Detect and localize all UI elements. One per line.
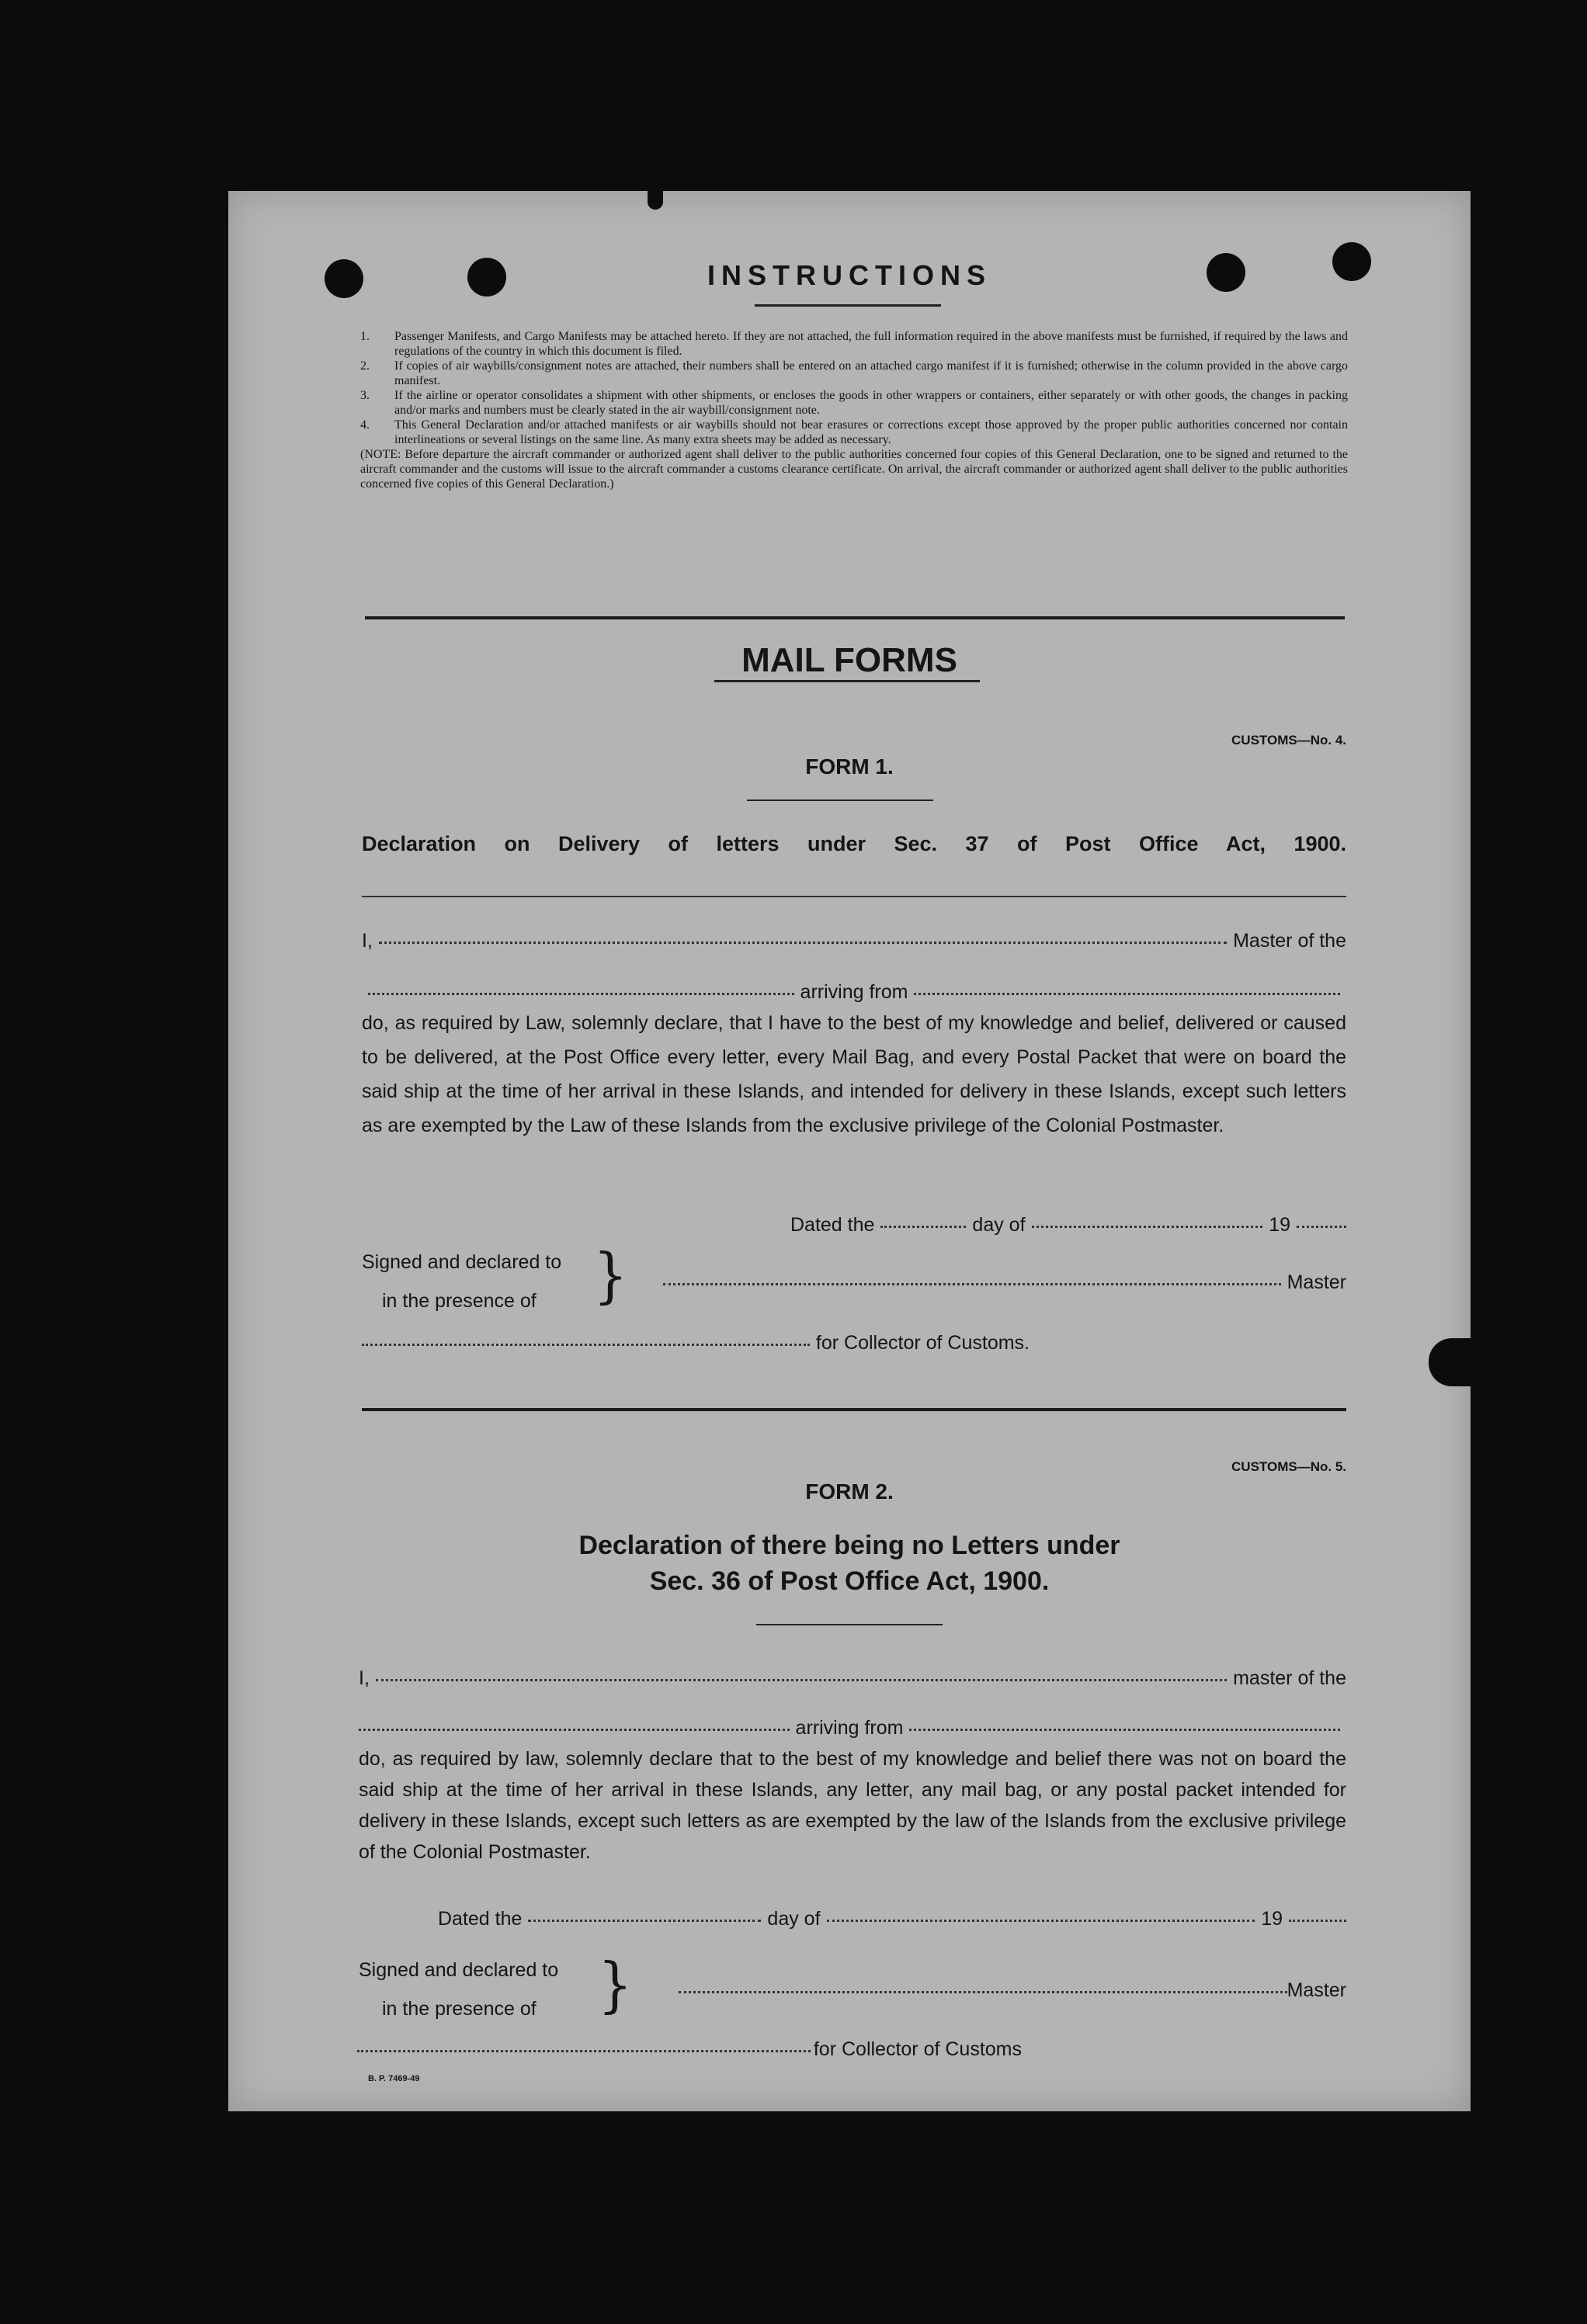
- form2-master-label: Master: [1287, 1979, 1346, 2001]
- document-page: [228, 191, 1471, 2111]
- form1-origin-field[interactable]: [914, 993, 1340, 995]
- instruction-note: (NOTE: Before departure the aircraft commander or authorized agent shall deliver to the public authorities concerned four copies of this General Declaration, one to be signed and returned to the aircraft commander and the customs will issue to the aircraft commander a customs clearance certificate. On arrival, the aircraft commander or authorized agent shall deliver to the public authorities concerned five copies of this General Declaration.): [360, 448, 1348, 491]
- form1-day-of-label: day of: [972, 1214, 1026, 1236]
- form2-year-field[interactable]: [1289, 1920, 1346, 1922]
- instruction-item: 4. This General Declaration and/or attached manifests or air waybills should not bear erasures or corrections except those approved by the proper public authorities concerned nor contain interlineations or several listings on the same line. As many extra sheets may be added as necessary.: [360, 418, 1348, 446]
- form2-collector-label: for Collector of Customs: [813, 2038, 1022, 2060]
- form2-dated-label: Dated the: [438, 1908, 523, 1930]
- form1-i-label: I,: [362, 930, 373, 952]
- form2-year-label: 19: [1261, 1908, 1283, 1930]
- form1-brace: }: [593, 1240, 628, 1311]
- form1-name-field[interactable]: [379, 942, 1227, 944]
- form1-line-master-sign: [663, 1271, 1346, 1294]
- form2-customs-number: CUSTOMS—No. 5.: [1231, 1459, 1346, 1474]
- form1-master-label: Master: [1287, 1271, 1346, 1293]
- instruction-item: 3. If the airline or operator consolidates a shipment with other shipments, or encloses the goods in other wrappers or containers, either separately or with other goods, the changes in packing and/or marks and numbers must be clearly stated in the air waybill/consignment note.: [360, 389, 1348, 417]
- form1-declaration-heading: Declaration on Delivery of letters under Sec. 37 of Post Office Act, 1900.: [362, 832, 1346, 855]
- form1-dated-label: Dated the: [790, 1214, 875, 1236]
- form2-presence-label: in the presence of: [382, 1998, 537, 2020]
- instructions-list: [360, 329, 1348, 491]
- form1-month-field[interactable]: [1032, 1226, 1263, 1228]
- form2-collector-field[interactable]: [357, 2050, 811, 2052]
- instruction-item: 1. Passenger Manifests, and Cargo Manifests may be attached hereto. If they are not attached, the full information required in the above manifests must be furnished, if required by the laws and regulations of the country in which this document is filed.: [360, 330, 1348, 358]
- form2-declaration-line1: Declaration of there being no Letters under: [578, 1531, 1120, 1560]
- form1-collector-label: for Collector of Customs.: [815, 1332, 1030, 1354]
- form2-name-field[interactable]: [376, 1679, 1227, 1681]
- form2-origin-field[interactable]: [909, 1729, 1340, 1731]
- form2-declaration-line2: Sec. 36 of Post Office Act, 1900.: [649, 1566, 1050, 1596]
- form1-year-label: 19: [1269, 1214, 1290, 1236]
- form1-arriving-label: arriving from: [800, 981, 908, 1003]
- form1-ship-field[interactable]: [368, 993, 794, 995]
- form2-date-field[interactable]: [528, 1920, 761, 1922]
- torn-edge-right: [1429, 1338, 1471, 1386]
- form2-day-of-label: day of: [767, 1908, 821, 1930]
- form2-ship-field[interactable]: [359, 1729, 790, 1731]
- form2-signed-line1: [359, 1959, 558, 1982]
- mail-forms-underline: [714, 680, 980, 682]
- form1-signed-line1: [362, 1251, 561, 1274]
- form1-master-of-label: Master of the: [1233, 930, 1346, 952]
- form1-collector-field[interactable]: [362, 1344, 810, 1346]
- torn-edge-top: [648, 191, 663, 210]
- form2-month-field[interactable]: [827, 1920, 1255, 1922]
- form2-title-underline: [756, 1624, 943, 1625]
- form2-master-signature-field[interactable]: [679, 1991, 1287, 1993]
- form1-date-field[interactable]: [880, 1226, 966, 1228]
- form1-master-signature-field[interactable]: [663, 1283, 1281, 1285]
- form2-declaration-heading: [228, 1528, 1471, 1599]
- form2-line-dated: [438, 1908, 1346, 1930]
- form2-brace: }: [598, 1949, 633, 2020]
- section-divider-top: [365, 616, 1345, 619]
- form2-master-of-label: master of the: [1233, 1667, 1346, 1689]
- form1-year-field[interactable]: [1297, 1226, 1346, 1228]
- form1-line-arriving: [362, 981, 1346, 1004]
- form2-signed-label: Signed and declared to: [359, 1959, 559, 1981]
- form2-line-master-sign: [679, 1979, 1346, 2002]
- form2-i-label: I,: [359, 1667, 370, 1689]
- form1-line-master: [362, 930, 1346, 952]
- form2-arriving-label: arriving from: [795, 1717, 904, 1739]
- form2-line-arriving: [359, 1717, 1346, 1740]
- instruction-item: 2. If copies of air waybills/consignment notes are attached, their numbers shall be entered on an attached cargo manifest if it is furnished; otherwise in the column provided in the above cargo manifest.: [360, 359, 1348, 387]
- form1-line-dated: [790, 1214, 1346, 1237]
- print-code: B. P. 7469-49: [368, 2074, 420, 2083]
- form1-signed-line2: [382, 1290, 537, 1313]
- form2-line-master: [359, 1667, 1346, 1690]
- form1-signed-label: Signed and declared to: [362, 1251, 562, 1273]
- section-divider-middle: [362, 1408, 1346, 1411]
- form1-presence-label: in the presence of: [382, 1290, 537, 1312]
- form1-body: do, as required by Law, solemnly declare, that I have to the best of my knowledge and belief, delivered or caused to be delivered, at the Post Office every letter, every Mail Bag, and every Postal Packet that were on board the said ship at the time of her arrival in these Islands, and intended for delivery in these Islands, except such letters as are exempted by the Law of these Islands from the exclusive privilege of the Colonial Postmaster.: [362, 1012, 1346, 1136]
- instructions-title: INSTRUCTIONS: [707, 259, 991, 291]
- form2-title: FORM 2.: [805, 1479, 894, 1504]
- form1-line-collector: [362, 1332, 1030, 1355]
- form1-heading-rule: [362, 896, 1346, 897]
- form1-customs-number: CUSTOMS—No. 4.: [1231, 733, 1346, 747]
- form1-title-underline: [747, 800, 933, 801]
- form2-body: do, as required by law, solemnly declare that to the best of my knowledge and belief there was not on board the said ship at the time of her arrival in these Islands, any letter, any mail bag, or any postal packet intended for delivery in these Islands, except such letters as are exempted by the law of the Islands from the exclusive privilege of the Colonial Postmaster.: [359, 1748, 1346, 1863]
- mail-forms-title: MAIL FORMS: [741, 641, 957, 679]
- form2-line-collector: [357, 2038, 1022, 2061]
- instructions-underline: [755, 304, 941, 307]
- form2-signed-line2: [382, 1998, 537, 2020]
- form1-title: FORM 1.: [805, 754, 894, 779]
